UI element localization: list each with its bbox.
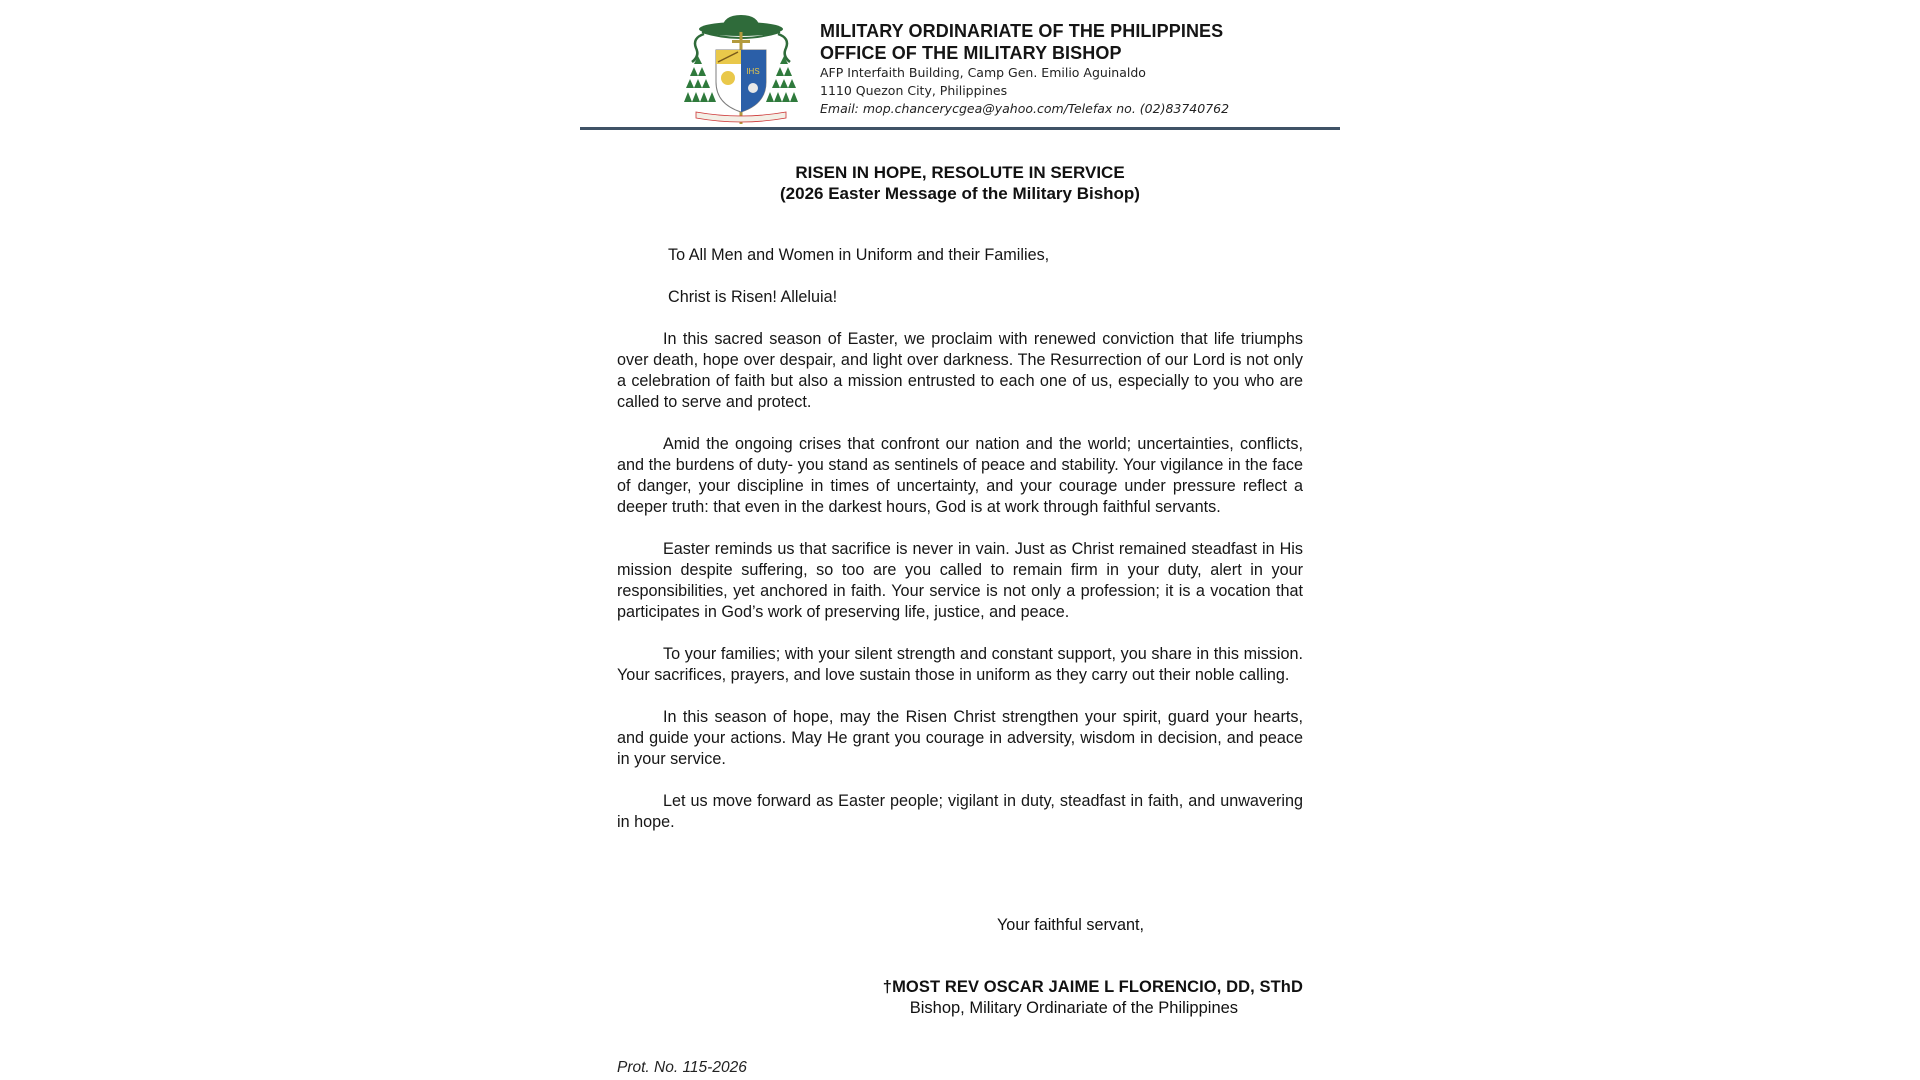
greeting: Christ is Risen! Alleluia! <box>668 288 838 306</box>
body-paragraph: In this season of hope, may the Risen Christ strengthen your spirit, guard your hearts, and guide your actions. May He grant you courage in adversity, wisdom in decision, and peace in your service. <box>617 708 1303 768</box>
body-paragraph: To your families; with your silent strength and constant support, you share in this mission. Your sacrifices, prayers, and love sustain those in uniform as they carry out their noble calling. <box>617 645 1303 684</box>
body-paragraph: Easter reminds us that sacrifice is never in vain. Just as Christ remained steadfast in His mission despite suffering, so too are you called to remain firm in your duty, alert in your responsibilities, yet anchored in faith. Your service is not only a profession; it is a vocation that participates in God’s work of preserving life, justice, and peace. <box>617 540 1303 621</box>
protocol-number: Prot. No. 115-2026 <box>617 1059 747 1076</box>
message-body <box>617 245 1303 854</box>
body-paragraph: Let us move forward as Easter people; vigilant in duty, steadfast in faith, and unwavering in hope. <box>617 792 1303 831</box>
letterhead-divider <box>580 127 1340 130</box>
salutation: To All Men and Women in Uniform and their Families, <box>668 246 1050 264</box>
body-paragraph: Amid the ongoing crises that confront our nation and the world; uncertainties, conflicts, and the burdens of duty- you stand as sentinels of peace and stability. Your vigilance in the face of danger, your discipline in times of uncertainty, and your courage under pressure reflect a deeper truth: that even in the darkest hours, God is at work through faithful servants. <box>617 435 1303 516</box>
svg-text:IHS: IHS <box>746 67 760 76</box>
organization-name: MILITARY ORDINARIATE OF THE PHILIPPINES <box>820 21 1224 41</box>
letterhead <box>580 8 1340 126</box>
valediction: Your faithful servant, <box>997 916 1144 934</box>
contact-line: Email: mop.chancerycgea@yahoo.com/Telefax no. (02)83740762 <box>820 101 1230 116</box>
office-name: OFFICE OF THE MILITARY BISHOP <box>820 43 1122 63</box>
title-main: RISEN IN HOPE, RESOLUTE IN SERVICE <box>795 163 1125 182</box>
signatory-title: Bishop, Military Ordinariate of the Philippines <box>909 999 1239 1017</box>
organization-details <box>820 20 1340 118</box>
coat-of-arms-icon <box>682 12 800 128</box>
address-line-1: AFP Interfaith Building, Camp Gen. Emilio Aguinaldo <box>820 65 1146 80</box>
address-line-2: 1110 Quezon City, Philippines <box>820 83 1008 98</box>
title-subtitle: (2026 Easter Message of the Military Bishop) <box>780 184 1140 203</box>
document-title <box>580 162 1340 204</box>
signatory-name: †MOST REV OSCAR JAIME L FLORENCIO, DD, SThD <box>882 978 1303 996</box>
signature-block <box>883 977 1303 1019</box>
body-paragraph: In this sacred season of Easter, we proclaim with renewed conviction that life triumphs over death, hope over despair, and light over darkness. The Resurrection of our Lord is not only a celebration of faith but also a mission entrusted to each one of us, especially to you who are called to serve and protect. <box>617 330 1303 411</box>
